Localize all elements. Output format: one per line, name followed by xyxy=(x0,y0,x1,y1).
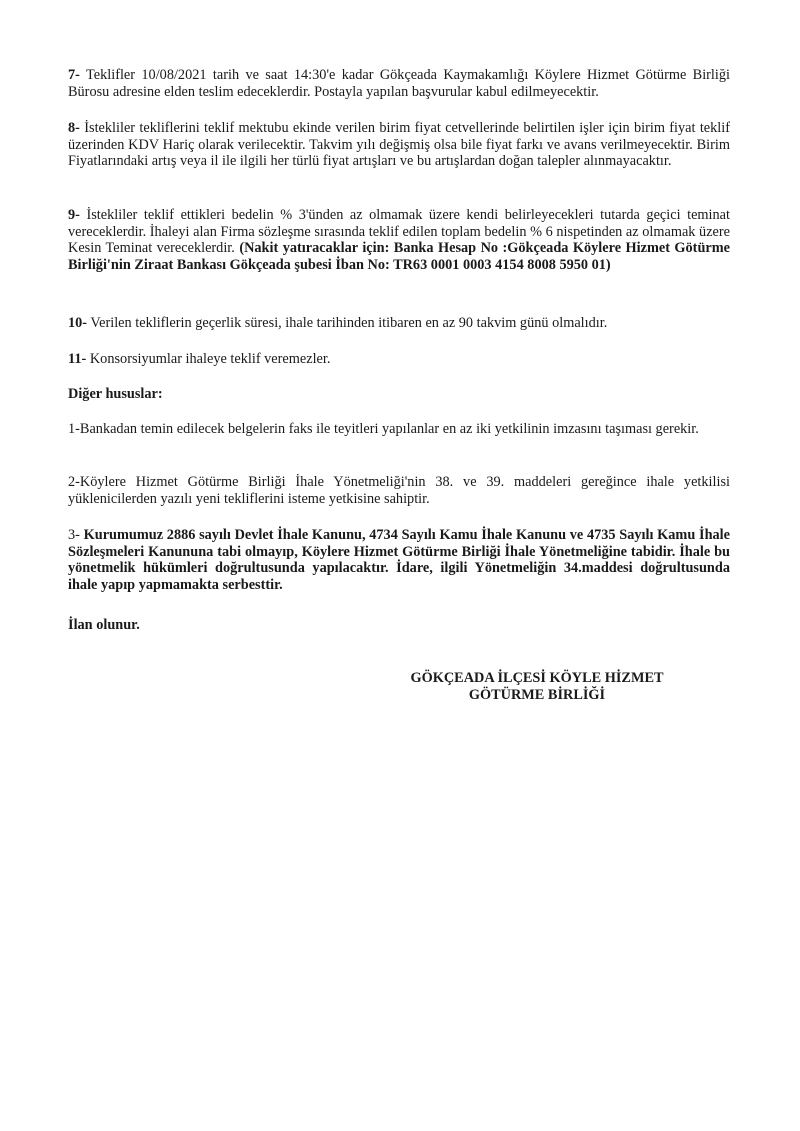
closing-statement: İlan olunur. xyxy=(68,617,140,633)
clause-text: Konsorsiyumlar ihaleye teklif veremezler. xyxy=(89,351,331,367)
signature-line-2: GÖTÜRME BİRLİĞİ xyxy=(468,686,606,703)
other-item-3 xyxy=(68,527,730,593)
clause-number: 9- xyxy=(68,207,80,223)
other-item-3-text: Kurumumuz 2886 sayılı Devlet İhale Kanunu, 4734 Sayılı Kamu İhale Kanunu ve 4735 Sayılı Kamu İhale Sözleşmeleri Kanununa tabi olmayıp, Köylere Hizmet Götürme Birliği İhale Yönetmeliğine tabidir. İhale bu yönetmelik hükümleri doğrultusunda yapılacaktır. İdare, ilgili Yönetmeliğin 34.maddesi doğrultusunda ihale yapıp yapmamakta serbesttir. xyxy=(68,527,730,593)
clause-9 xyxy=(68,207,730,273)
signature-line-1: GÖKÇEADA İLÇESİ KÖYLE HİZMET xyxy=(410,670,664,686)
clause-8 xyxy=(68,120,730,170)
clause-text: Verilen tekliflerin geçerlik süresi, ihale tarihinden itibaren en az 90 takvim günü olmalıdır. xyxy=(90,315,608,331)
clause-number: 10- xyxy=(68,315,88,331)
clause-number: 7- xyxy=(68,67,80,83)
clause-11 xyxy=(68,351,730,368)
clause-10 xyxy=(68,315,730,332)
clause-number: 8- xyxy=(68,120,80,136)
signature-block xyxy=(372,670,702,703)
clause-text: Teklifler 10/08/2021 tarih ve saat 14:30'e kadar Gökçeada Kaymakamlığı Köylere Hizmet Götürme Birliği Bürosu adresine elden teslim edeceklerdir. Postayla yapılan başvurular kabul edilmeyecektir. xyxy=(68,67,730,100)
clause-number: 11- xyxy=(68,351,87,367)
clause-text: İstekliler teklif ettikleri bedelin % 3'ünden az olmamak üzere kendi belirleyecekleri tutarda geçici teminat vereceklerdir. İhaleyi alan Firma sözleşme sırasında teklif edilen toplam bedelin % 6 nispetinden az olmamak üzere Kesin Teminat vereceklerdir. xyxy=(68,207,730,257)
other-item-3-number: 3- xyxy=(68,527,80,543)
other-matters-heading: Diğer hususlar: xyxy=(68,386,163,402)
bank-account-info: (Nakit yatıracaklar için: Banka Hesap No :Gökçeada Köylere Hizmet Götürme Birliği'nin Ziraat Bankası Gökçeada şubesi İban No: TR63 0001 0003 4154 8008 5950 01) xyxy=(68,240,730,273)
other-item-1: 1-Bankadan temin edilecek belgelerin faks ile teyitleri yapılanlar en az iki yetkilinin imzasını taşıması gerekir. xyxy=(68,421,699,437)
clause-text: İstekliler tekliflerini teklif mektubu ekinde verilen birim fiyat cetvellerinde belirtilen işler için birim fiyat teklif üzerinden KDV Hariç olarak verilecektir. Takvim yılı değişmiş olsa bile fiyat farkı ve avans verilmeyecektir. Birim Fiyatlarındaki artış veya il ile ilgili her türlü fiyat artışları ve bu artışlardan doğan talepler alınmayacaktır. xyxy=(68,120,730,170)
clause-7 xyxy=(68,67,730,100)
other-item-2: 2-Köylere Hizmet Götürme Birliği İhale Yönetmeliği'nin 38. ve 39. maddeleri gereğince ihale yetkilisi yüklenicilerden yazılı yeni tekliflerini isteme yetkisine sahiptir. xyxy=(68,474,730,507)
